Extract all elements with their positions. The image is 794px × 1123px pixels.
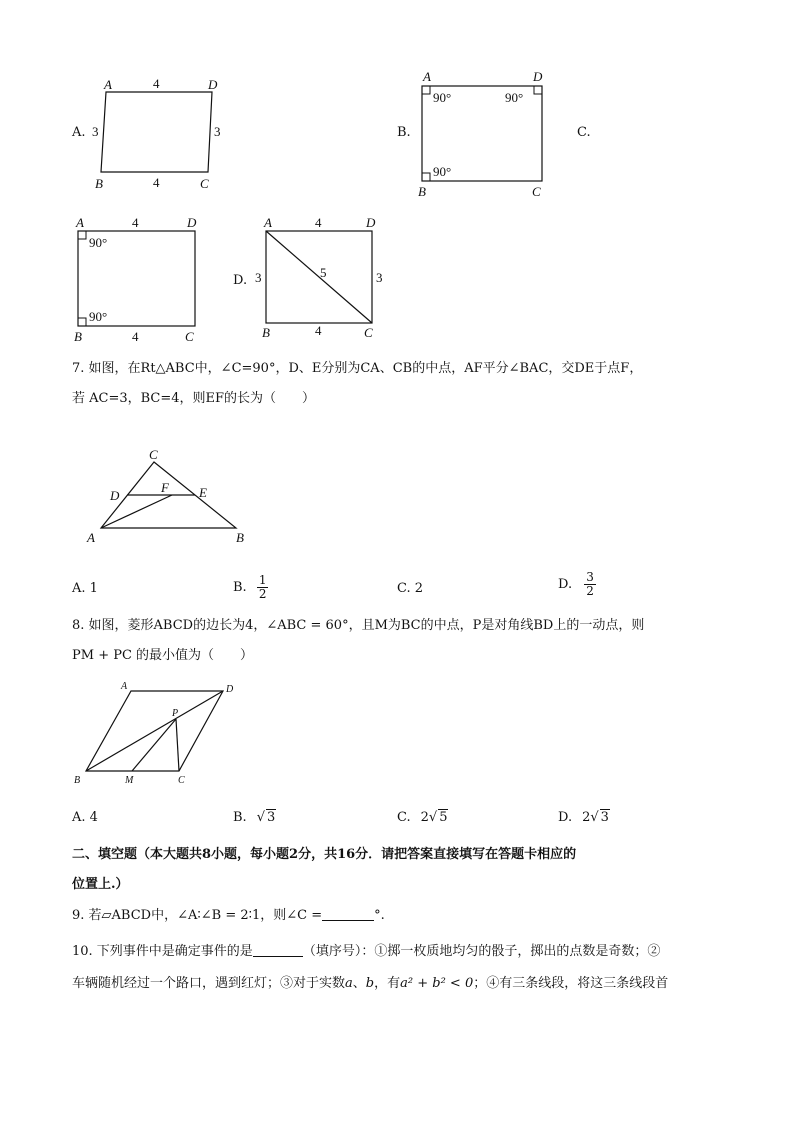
q6-option-d-label: D. — [233, 273, 248, 288]
vertex-b: B — [236, 530, 244, 545]
point-e: E — [199, 485, 207, 500]
side-bottom: 4 — [315, 323, 322, 338]
q6-option-c-figure — [68, 213, 208, 348]
vertex-b: B — [95, 176, 103, 191]
q7-figure — [84, 444, 254, 549]
vertex-d: D — [208, 77, 218, 92]
right-angle-mark-a — [422, 86, 430, 94]
q10-stem-line1: 10. 下列事件中是确定事件的是 （填序号）：①掷一枚质地均匀的骰子，掷出的点数是奇数；② — [72, 944, 661, 959]
segment-pc — [176, 719, 179, 771]
q7-option-b: B. $\frac{1}{2}$ — [233, 573, 267, 601]
diagonal-bd — [86, 691, 223, 771]
angle-b-label: 90° — [89, 309, 108, 324]
q8-stem-line2: PM + PC 的最小值为（ ） — [72, 648, 254, 663]
side-left: 3 — [255, 270, 262, 285]
q7-option-d: D. $\frac{3}{2}$ — [558, 570, 594, 598]
right-angle-mark-b — [422, 173, 430, 181]
q7-option-a: A. 1 — [72, 581, 98, 596]
vertex-c: C — [149, 447, 158, 462]
angle-d-label: 90° — [505, 90, 524, 105]
side-top: 4 — [315, 215, 322, 230]
vertex-b: B — [74, 775, 81, 786]
q6-option-a-figure — [86, 70, 226, 195]
q8-option-a: A. 4 — [72, 810, 98, 825]
q6-option-c-label: C. — [577, 125, 591, 140]
side-top: 4 — [132, 215, 139, 230]
segment-pm — [132, 719, 176, 771]
q7-stem-line2: 若 AC=3，BC=4，则EF的长为（ ） — [72, 391, 316, 406]
angle-b-label: 90° — [433, 164, 452, 179]
q9-stem: 9. 若▱ABCD中，∠A∶∠B = 2∶1，则∠C = °. — [72, 908, 385, 923]
point-d: D — [110, 488, 120, 503]
q10-stem-line2: 车辆随机经过一个路口，遇到红灯；③对于实数a、b，有a² + b² < 0；④有三条线段，将这三条线段首 — [72, 976, 669, 991]
vertex-c: C — [200, 176, 209, 191]
q7-stem-line1: 7. 如图，在Rt△ABC中，∠C=90°，D、E分别为CA、CB的中点，AF平分∠BAC，交DE于点F， — [72, 361, 643, 376]
right-angle-mark-a — [78, 231, 86, 239]
vertex-a: A — [76, 215, 84, 230]
q10-answer-blank — [253, 944, 303, 957]
angle-a-label: 90° — [89, 235, 108, 250]
q6-option-a-label: A. — [72, 125, 86, 140]
section-2-heading-line1: 二、填空题（本大题共8小题，每小题2分，共16分．请把答案直接填写在答题卡相应的 — [72, 847, 577, 862]
vertex-a: A — [121, 681, 128, 692]
vertex-d: D — [187, 215, 197, 230]
vertex-a: A — [87, 530, 95, 545]
point-p: P — [172, 708, 179, 719]
vertex-c: C — [532, 184, 541, 199]
q6-option-b-label: B. — [397, 125, 411, 140]
vertex-a: A — [423, 69, 431, 84]
vertex-c: C — [364, 325, 373, 340]
vertex-b: B — [418, 184, 426, 199]
side-left: 3 — [92, 124, 99, 139]
q8-option-c: C. 2√ 5 — [397, 810, 448, 825]
side-bottom: 4 — [153, 175, 160, 190]
q8-figure — [68, 678, 248, 793]
side-right: 3 — [214, 124, 221, 139]
right-angle-mark-b — [78, 318, 86, 326]
diagonal-length: 5 — [320, 265, 327, 280]
parallelogram-shape — [101, 92, 212, 172]
q8-stem-line1: 8. 如图，菱形ABCD的边长为4，∠ABC = 60°，且M为BC的中点，P是对角线BD上的一动点，则 — [72, 618, 645, 633]
point-f: F — [161, 480, 169, 495]
vertex-c: C — [185, 329, 194, 344]
q9-answer-blank — [322, 908, 374, 921]
side-top: 4 — [153, 76, 160, 91]
q8-option-d: D. 2√ 3 — [558, 810, 609, 825]
vertex-c: C — [178, 775, 185, 786]
vertex-d: D — [533, 69, 543, 84]
q8-option-b: B. √ 3 — [233, 810, 276, 825]
side-bottom: 4 — [132, 329, 139, 344]
vertex-a: A — [104, 77, 112, 92]
vertex-d: D — [226, 684, 234, 695]
diagonal-line — [266, 231, 372, 323]
vertex-b: B — [74, 329, 82, 344]
point-m: M — [125, 775, 134, 786]
q6-option-d-figure — [250, 213, 395, 348]
q6-option-b-figure — [412, 66, 552, 201]
vertex-a: A — [264, 215, 272, 230]
section-2-heading-line2: 位置上.） — [72, 877, 129, 892]
angle-a-label: 90° — [433, 90, 452, 105]
vertex-d: D — [366, 215, 376, 230]
side-right: 3 — [376, 270, 383, 285]
right-angle-mark-d — [534, 86, 542, 94]
q7-option-c: C. 2 — [397, 581, 424, 596]
vertex-b: B — [262, 325, 270, 340]
